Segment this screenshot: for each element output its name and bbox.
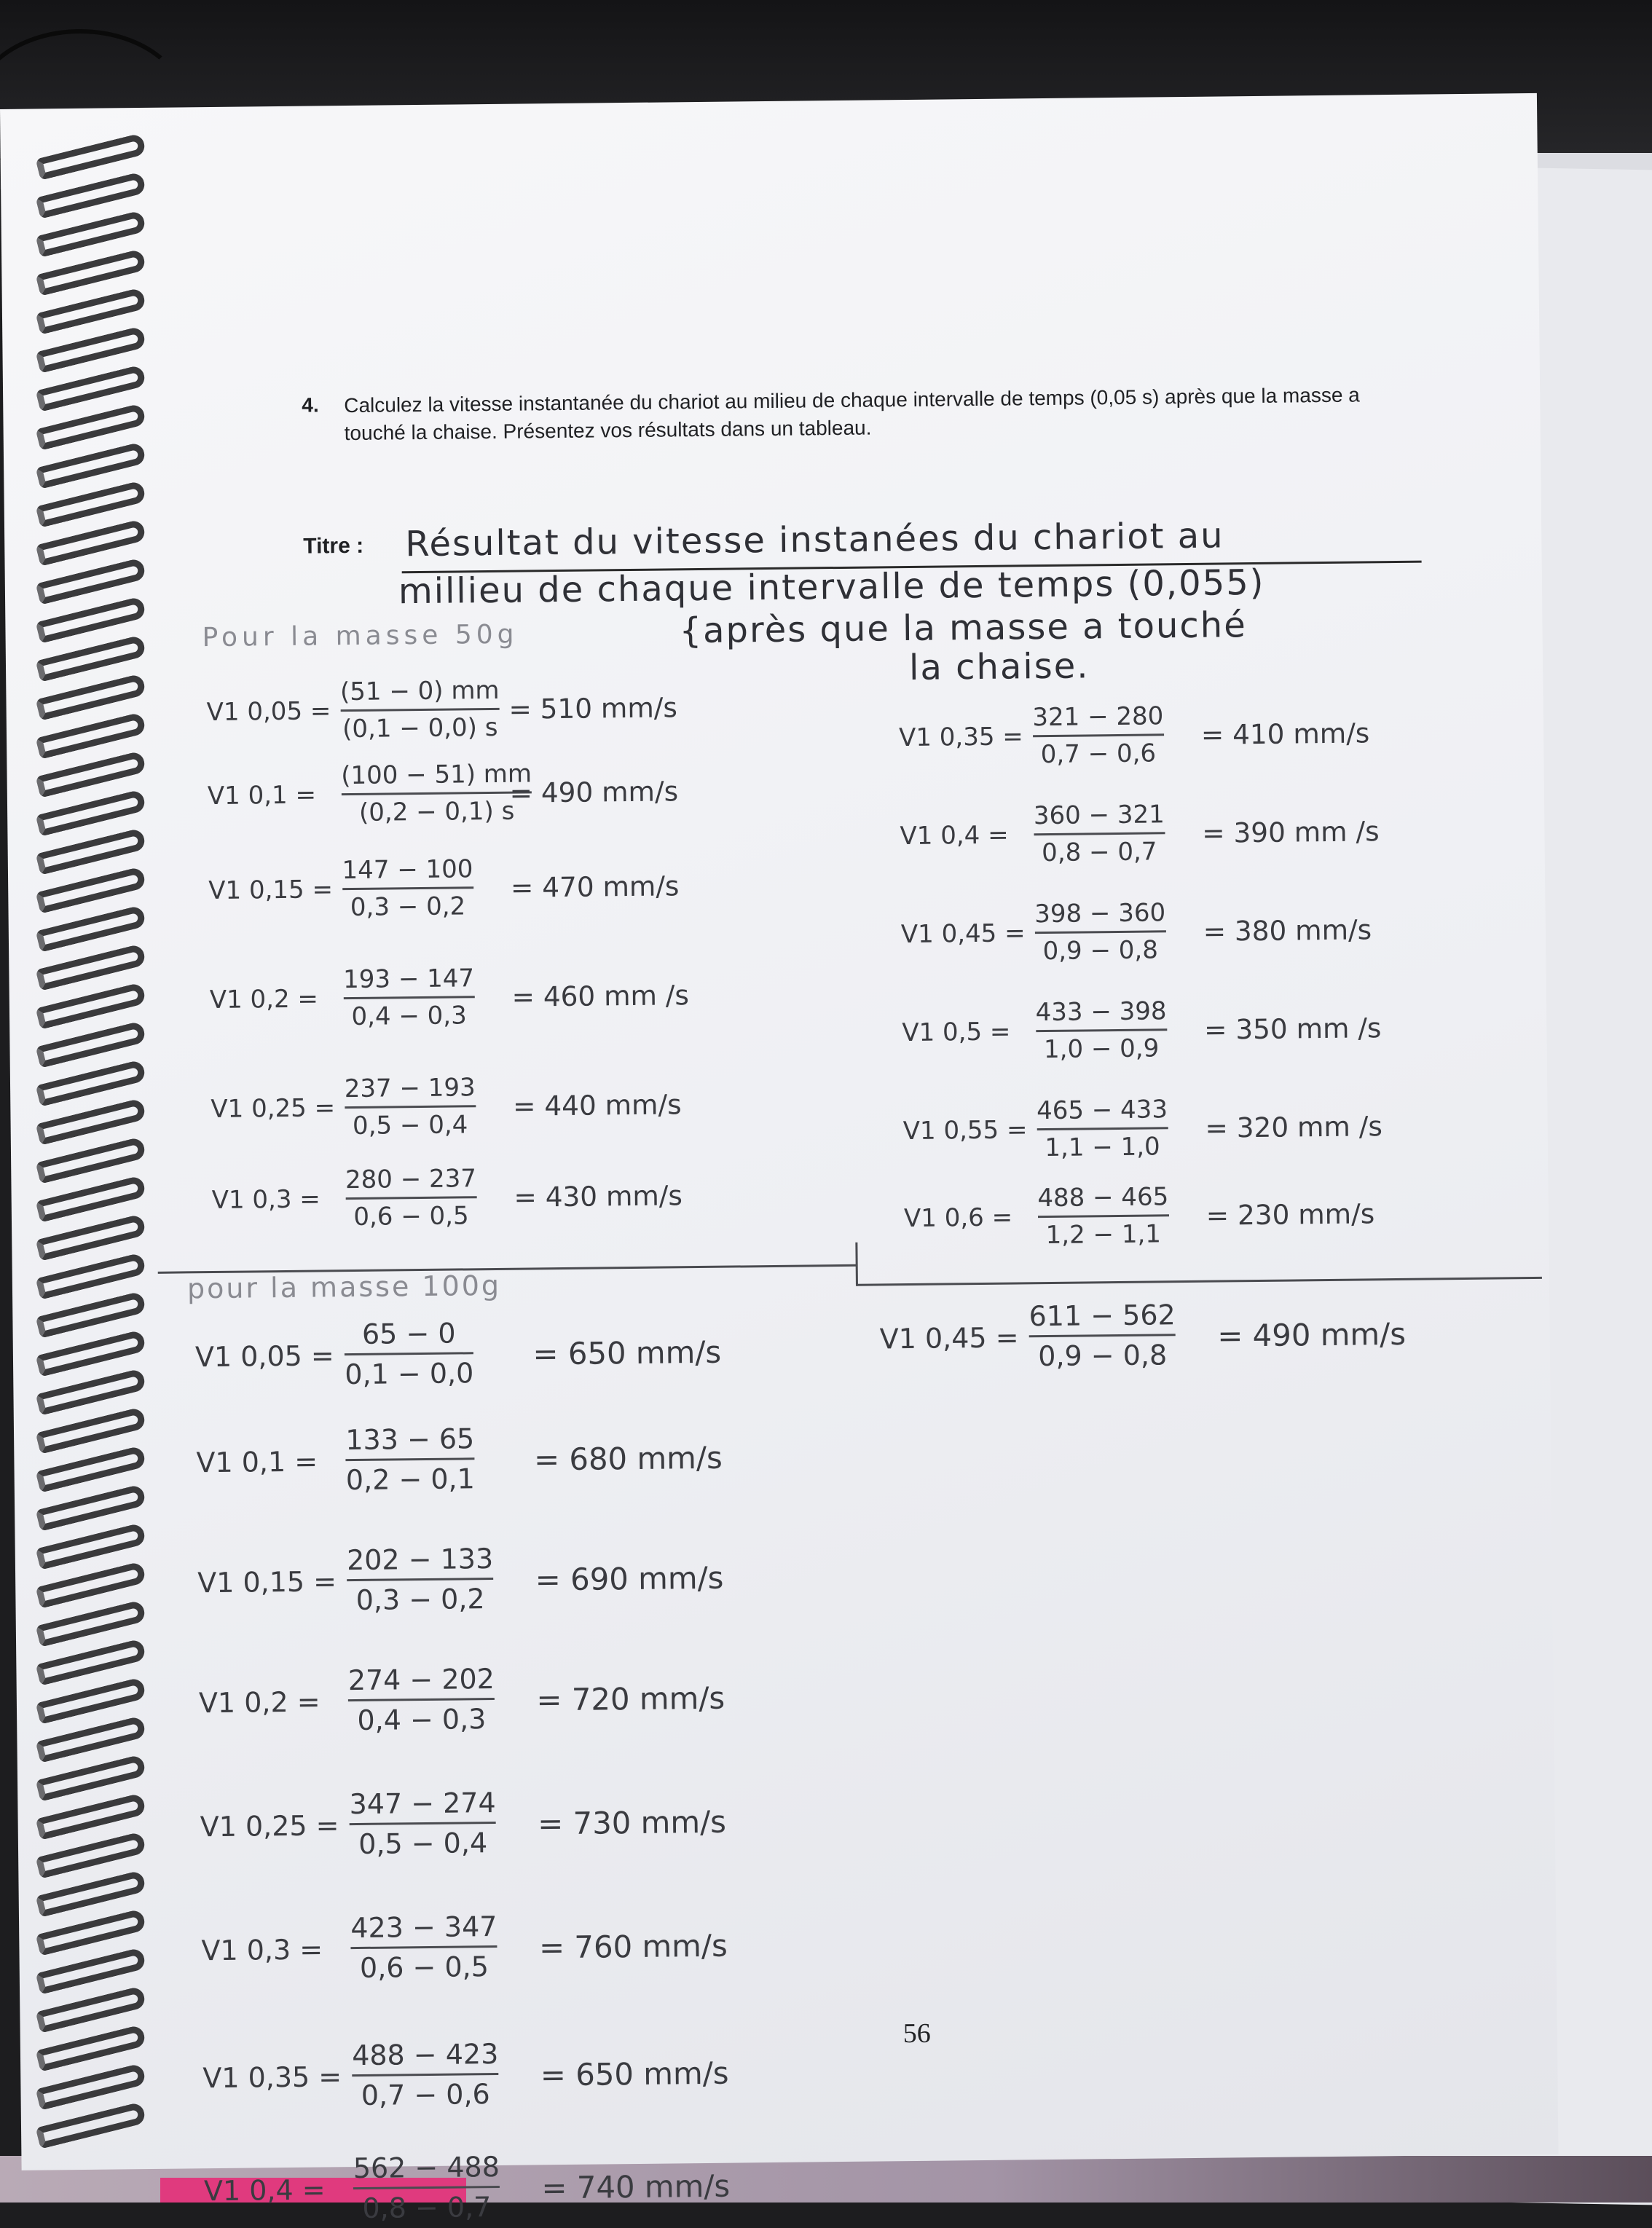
title-line-4: la chaise.	[908, 645, 1090, 688]
equation-result: = 390 mm /s	[1202, 815, 1380, 849]
spiral-ring	[36, 248, 147, 296]
fraction-denominator: 0,6 − 0,5	[353, 1201, 469, 1232]
fraction-bar	[1033, 733, 1164, 737]
spiral-ring	[36, 1792, 147, 1840]
fraction-numerator: (51 − 0) mm	[339, 675, 500, 707]
fraction-denominator: 0,9 − 0,8	[1042, 935, 1159, 967]
spiral-ring	[36, 1252, 147, 1299]
mass-100-heading: pour la masse 100g	[186, 1269, 502, 1305]
spiral-ring	[36, 596, 147, 643]
spiral-ring	[36, 364, 147, 412]
spiral-ring	[36, 1561, 147, 1608]
fraction-bar	[1034, 832, 1165, 835]
fraction-denominator: 0,3 − 0,2	[355, 1583, 485, 1616]
spiral-ring	[36, 982, 147, 1029]
fraction-bar	[1034, 930, 1165, 934]
fraction-numerator: 398 − 360	[1034, 898, 1166, 929]
spiral-ring	[36, 789, 147, 836]
spiral-ring	[36, 326, 147, 373]
fraction	[341, 759, 532, 827]
equation-result: = 380 mm/s	[1203, 913, 1372, 948]
fraction	[345, 1317, 474, 1390]
fraction	[349, 1787, 496, 1860]
fraction-bar	[350, 1822, 496, 1825]
spiral-ring	[36, 1985, 147, 2033]
spiral-ring	[36, 673, 147, 720]
spiral-ring	[36, 1947, 147, 1994]
spiral-ring	[36, 1291, 147, 1338]
fraction	[1032, 701, 1164, 769]
fraction	[345, 1422, 475, 1496]
equation-result: = 650 mm/s	[532, 1334, 722, 1372]
fraction	[353, 2151, 500, 2224]
spiral-ring	[36, 750, 147, 798]
spiral-ring	[36, 1715, 147, 1763]
fraction-denominator: 1,1 − 1,0	[1045, 1132, 1160, 1163]
spiral-ring	[36, 1638, 147, 1685]
equation-lhs: V1 0,6 =	[903, 1202, 1013, 1233]
equation-result: = 720 mm/s	[536, 1680, 725, 1717]
fraction	[350, 1910, 497, 1984]
fraction-numerator: 321 − 280	[1032, 701, 1164, 733]
fraction-bar	[1038, 1214, 1169, 1218]
spiral-ring	[36, 1406, 147, 1454]
spiral-ring	[36, 2024, 147, 2071]
fraction-denominator: 0,6 − 0,5	[359, 1951, 489, 1984]
equation-lhs: V1 0,55 =	[902, 1114, 1028, 1146]
title-line-2: millieu de chaque intervalle de temps (0,055)	[398, 562, 1265, 613]
fraction-numerator: 65 − 0	[361, 1317, 456, 1350]
spiral-ring	[36, 1368, 147, 1415]
fraction-bar	[347, 1578, 493, 1581]
spiral-ring	[36, 1213, 147, 1261]
fraction	[352, 2038, 499, 2111]
fraction	[1037, 1095, 1168, 1162]
spiral-ring	[36, 1059, 147, 1106]
spiral-ring	[36, 1020, 147, 1068]
fraction	[348, 1663, 495, 1736]
fraction-denominator: 0,3 − 0,2	[350, 891, 466, 923]
fraction	[1034, 800, 1165, 867]
spiral-ring	[36, 210, 147, 257]
equation-result: = 690 mm/s	[535, 1559, 724, 1598]
fraction-bar	[340, 708, 500, 712]
equation-lhs: V1 0,1 =	[196, 1445, 318, 1479]
fraction-numerator: 433 − 398	[1035, 996, 1167, 1028]
equation-lhs: V1 0,25 =	[211, 1093, 336, 1124]
fraction-denominator: 0,4 − 0,3	[351, 1001, 467, 1032]
spiral-ring	[36, 480, 147, 527]
fraction-denominator: (0,2 − 0,1) s	[358, 796, 515, 827]
fraction-numerator: 423 − 347	[350, 1910, 497, 1945]
spiral-ring	[36, 1175, 147, 1222]
equation-result: = 230 mm/s	[1205, 1197, 1375, 1232]
question-text: Calculez la vitesse instantanée du chariot au milieu de chaque intervalle de temps (0,05 s) après que la masse a touché la chaise. Présentez vos résultats dans un tableau.	[344, 383, 1360, 445]
fraction	[344, 1073, 476, 1141]
fraction-bar	[343, 996, 474, 999]
fraction-numerator: 193 − 147	[342, 964, 475, 995]
fraction-numerator: (100 − 51) mm	[340, 759, 532, 791]
fraction-bar	[352, 2073, 498, 2077]
fraction-bar	[345, 1196, 476, 1200]
fraction-bar	[1036, 1028, 1167, 1032]
equation-result: = 460 mm /s	[511, 978, 690, 1013]
equation-lhs: V1 0,35 =	[202, 2060, 342, 2094]
spiral-ring	[36, 1831, 147, 1878]
fraction	[343, 964, 475, 1031]
fraction-denominator: (0,1 − 0,0) s	[342, 712, 498, 744]
fraction-bar	[341, 791, 532, 795]
spiral-ring	[36, 1754, 147, 1801]
fraction-bar	[351, 1945, 497, 1949]
fraction-bar	[1029, 1334, 1176, 1337]
equation-lhs: V1 0,45 =	[900, 918, 1026, 949]
fraction-bar	[353, 2186, 500, 2189]
equation-lhs: V1 0,05 =	[194, 1339, 334, 1373]
spiral-ring	[36, 1677, 147, 1724]
spiral-ring	[36, 905, 147, 952]
titre-label: Titre :	[303, 533, 364, 559]
spiral-ring	[36, 827, 147, 875]
fraction-denominator: 0,7 − 0,6	[361, 2078, 490, 2111]
equation-result: = 510 mm/s	[508, 691, 678, 725]
equation-lhs: V1 0,05 =	[206, 696, 331, 727]
fraction-denominator: 0,8 − 0,7	[1041, 837, 1157, 868]
notebook-page	[0, 93, 1559, 2224]
spiral-ring	[36, 2101, 147, 2149]
fraction-denominator: 0,9 − 0,8	[1038, 1339, 1168, 1373]
equation-result: = 680 mm/s	[533, 1439, 723, 1478]
fraction-denominator: 1,0 − 0,9	[1043, 1034, 1160, 1065]
equation-lhs: V1 0,5 =	[902, 1017, 1011, 1047]
fraction-bar	[345, 1352, 473, 1355]
page-number: 56	[902, 2018, 931, 2050]
fraction-numerator: 465 − 433	[1036, 1095, 1168, 1126]
section-divider-step	[855, 1243, 858, 1286]
fraction-bar	[342, 886, 473, 890]
spiral-ring	[36, 519, 147, 566]
spiral-ring	[36, 1599, 147, 1647]
spiral-ring	[36, 1098, 147, 1145]
fraction-numerator: 274 − 202	[347, 1663, 495, 1697]
fraction	[345, 1164, 477, 1232]
fraction-denominator: 0,5 − 0,4	[352, 1110, 468, 1141]
question-number: 4.	[302, 393, 319, 417]
spiral-ring	[36, 1445, 147, 1492]
fraction-bar	[348, 1698, 495, 1701]
spiral-ring	[36, 712, 147, 759]
fraction-numerator: 347 − 274	[349, 1787, 496, 1821]
equation-lhs: V1 0,4 =	[900, 820, 1009, 851]
fraction-denominator: 0,8 − 0,7	[362, 2191, 492, 2224]
fraction	[342, 854, 473, 922]
equation-result: = 740 mm/s	[541, 2168, 731, 2205]
mass-50-heading: Pour la masse 50g	[202, 619, 519, 653]
spiral-ring	[36, 1329, 147, 1377]
spiral-ring	[36, 1908, 147, 1956]
fraction-denominator: 0,7 − 0,6	[1040, 739, 1157, 770]
equation-result: = 760 mm/s	[538, 1927, 728, 1965]
equation-lhs: V1 0,2 =	[198, 1685, 320, 1719]
spiral-binding	[7, 146, 153, 2156]
equation-result: = 490 mm/s	[1217, 1315, 1407, 1354]
fraction-denominator: 0,5 − 0,4	[358, 1827, 488, 1860]
equation-lhs: V1 0,35 =	[898, 721, 1024, 752]
equation-result: = 440 mm/s	[512, 1088, 682, 1122]
spiral-ring	[36, 171, 147, 219]
fraction	[1037, 1182, 1169, 1250]
fraction-denominator: 1,2 − 1,1	[1045, 1219, 1162, 1251]
equation-lhs: V1 0,3 =	[201, 1932, 323, 1967]
fraction-numerator: 202 − 133	[346, 1543, 494, 1577]
fraction-numerator: 488 − 465	[1037, 1182, 1169, 1213]
fraction-denominator: 0,4 − 0,3	[357, 1703, 487, 1736]
spiral-ring	[36, 634, 147, 682]
fraction-numerator: 133 − 65	[345, 1422, 475, 1457]
equation-lhs: V1 0,15 =	[197, 1564, 337, 1599]
spiral-ring	[36, 866, 147, 913]
spiral-ring	[36, 2063, 147, 2110]
fraction	[340, 676, 500, 744]
spiral-ring	[36, 943, 147, 991]
equation-lhs: V1 0,45 =	[879, 1320, 1019, 1355]
equation-result: = 410 mm/s	[1200, 717, 1370, 751]
spiral-ring	[36, 403, 147, 450]
spiral-ring	[36, 1522, 147, 1570]
equation-result: = 320 mm /s	[1205, 1110, 1383, 1144]
section-divider-right	[857, 1277, 1542, 1286]
fraction	[347, 1543, 494, 1616]
equation-lhs: V1 0,25 =	[200, 1808, 339, 1843]
equation-lhs: V1 0,3 =	[211, 1184, 320, 1215]
title-line-3: {après que la masse a touché	[679, 605, 1247, 652]
fraction-numerator: 280 − 237	[345, 1164, 477, 1195]
fraction-numerator: 360 − 321	[1033, 800, 1165, 831]
spiral-ring	[36, 1870, 147, 1917]
equation-result: = 350 mm /s	[1203, 1012, 1382, 1046]
fraction	[1035, 996, 1167, 1064]
equation-lhs: V1 0,15 =	[208, 874, 334, 905]
equation-result: = 430 mm/s	[514, 1179, 683, 1213]
fraction-numerator: 611 − 562	[1028, 1299, 1176, 1333]
fraction-denominator: 0,1 − 0,0	[345, 1357, 474, 1391]
fraction-numerator: 237 − 193	[344, 1073, 476, 1104]
equation-result: = 490 mm/s	[509, 775, 679, 809]
fraction	[1034, 898, 1166, 966]
equation-lhs: V1 0,1 =	[207, 780, 317, 811]
fraction-numerator: 562 − 488	[353, 2150, 500, 2185]
spiral-ring	[36, 441, 147, 489]
spiral-ring	[36, 287, 147, 334]
equation-lhs: V1 0,2 =	[209, 983, 319, 1015]
fraction	[1028, 1299, 1176, 1372]
equation-result: = 730 mm/s	[538, 1803, 727, 1841]
fraction-bar	[345, 1105, 476, 1109]
fraction-bar	[346, 1457, 475, 1461]
spiral-ring	[36, 1484, 147, 1531]
spiral-ring	[36, 1136, 147, 1184]
equation-result: = 470 mm/s	[510, 870, 680, 904]
fraction-bar	[1037, 1127, 1168, 1130]
spiral-ring	[36, 557, 147, 605]
fraction-numerator: 488 − 423	[351, 2037, 499, 2072]
equation-result: = 650 mm/s	[540, 2055, 729, 2093]
fraction-numerator: 147 − 100	[342, 854, 473, 886]
fraction-denominator: 0,2 − 0,1	[345, 1463, 476, 1497]
equation-lhs: V1 0,4 =	[203, 2173, 326, 2207]
title-line-1: Résultat du vitesse instanées du chariot au	[404, 515, 1224, 565]
